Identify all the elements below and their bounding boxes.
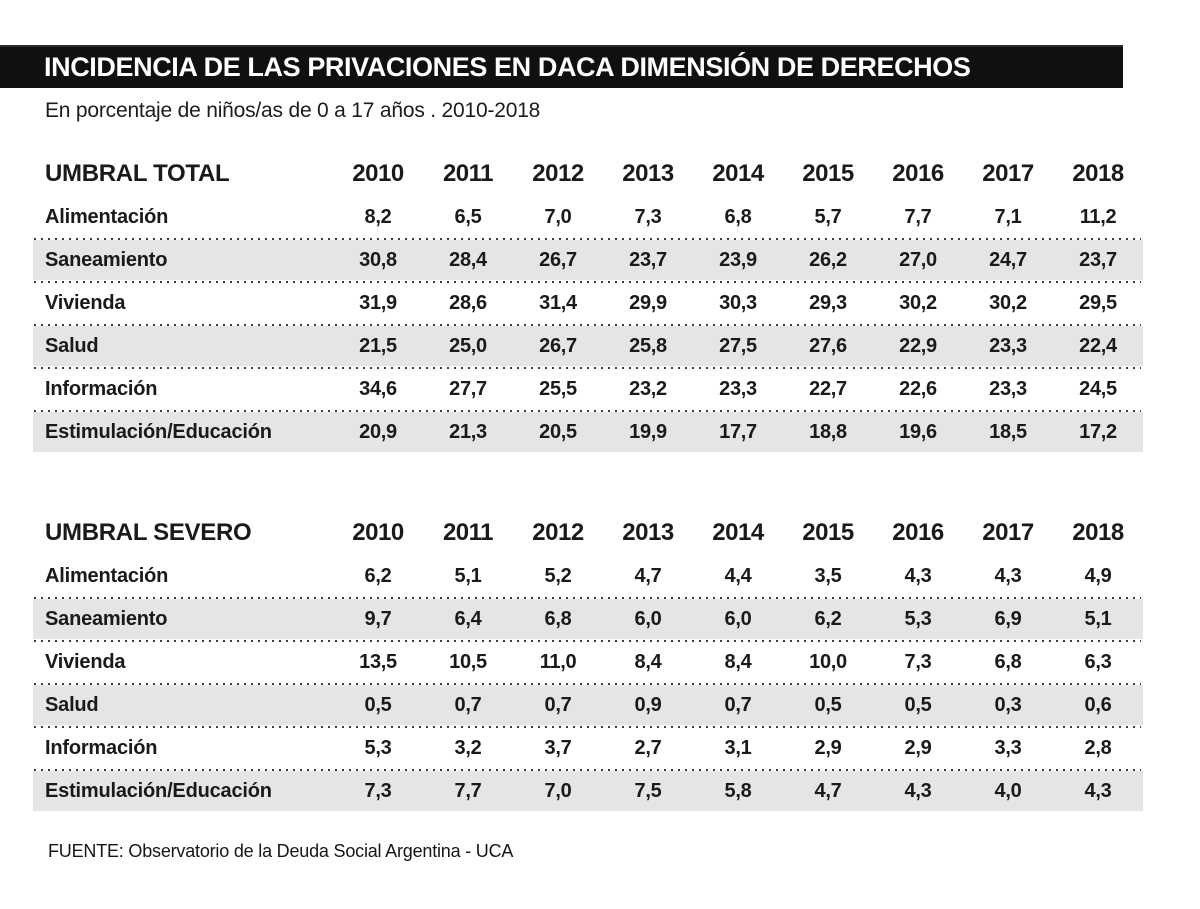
table-title: UMBRAL TOTAL	[45, 160, 230, 187]
value-cell: 11,2	[1079, 205, 1117, 228]
value-cell: 6,5	[454, 205, 482, 228]
value-cell: 2,8	[1084, 736, 1112, 759]
column-header-year: 2015	[802, 519, 854, 546]
table-title: UMBRAL SEVERO	[45, 519, 252, 546]
value-cell: 6,3	[1084, 650, 1112, 673]
subtitle: En porcentaje de niños/as de 0 a 17 años . 2010-2018	[45, 99, 541, 122]
value-cell: 31,4	[539, 291, 577, 314]
column-header-year: 2011	[442, 519, 494, 546]
value-cell: 9,7	[364, 607, 392, 630]
column-header-year: 2016	[892, 160, 944, 187]
value-cell: 11,0	[539, 650, 577, 673]
column-header-year: 2010	[352, 519, 404, 546]
table-row	[33, 369, 1143, 409]
value-cell: 3,2	[454, 736, 482, 759]
value-cell: 27,6	[809, 334, 847, 357]
column-header-year: 2016	[892, 519, 944, 546]
value-cell: 5,3	[904, 607, 932, 630]
column-header-year: 2017	[982, 519, 1034, 546]
value-cell: 5,7	[814, 205, 842, 228]
value-cell: 22,4	[1079, 334, 1117, 357]
value-cell: 2,9	[904, 736, 932, 759]
value-cell: 4,3	[904, 779, 932, 802]
value-cell: 4,7	[634, 564, 662, 587]
value-cell: 26,2	[809, 248, 847, 271]
row-label: Alimentación	[45, 205, 169, 228]
value-cell: 28,4	[449, 248, 487, 271]
column-header-year: 2017	[982, 160, 1034, 187]
column-header-year: 2013	[622, 519, 674, 546]
row-label: Saneamiento	[45, 607, 168, 630]
value-cell: 7,5	[634, 779, 662, 802]
value-cell: 10,5	[449, 650, 487, 673]
value-cell: 20,5	[539, 420, 577, 443]
value-cell: 21,5	[359, 334, 397, 357]
value-cell: 7,3	[634, 205, 662, 228]
value-cell: 6,2	[364, 564, 392, 587]
value-cell: 27,7	[449, 377, 487, 400]
value-cell: 27,5	[719, 334, 757, 357]
table-body	[33, 197, 1143, 452]
column-header-year: 2014	[712, 519, 764, 546]
table-row	[33, 771, 1143, 811]
value-cell: 18,5	[989, 420, 1027, 443]
value-cell: 0,7	[454, 693, 482, 716]
row-label: Alimentación	[45, 564, 169, 587]
value-cell: 2,7	[634, 736, 662, 759]
value-cell: 4,3	[994, 564, 1022, 587]
value-cell: 29,9	[629, 291, 667, 314]
value-cell: 27,0	[899, 248, 937, 271]
table-row	[33, 326, 1143, 366]
value-cell: 6,2	[814, 607, 842, 630]
value-cell: 0,7	[544, 693, 572, 716]
value-cell: 23,2	[629, 377, 667, 400]
table-row	[33, 599, 1143, 639]
value-cell: 6,0	[724, 607, 752, 630]
table-row	[33, 556, 1143, 596]
header	[0, 45, 1200, 123]
table-header-row	[33, 510, 1143, 556]
value-cell: 2,9	[814, 736, 842, 759]
table-header-row	[33, 151, 1143, 197]
row-label: Salud	[45, 693, 99, 716]
infographic-page	[0, 45, 1200, 909]
value-cell: 10,0	[809, 650, 847, 673]
value-cell: 0,5	[904, 693, 932, 716]
value-cell: 29,5	[1079, 291, 1117, 314]
value-cell: 19,9	[629, 420, 667, 443]
table-row	[33, 685, 1143, 725]
table-row	[33, 283, 1143, 323]
value-cell: 5,2	[544, 564, 572, 587]
value-cell: 4,4	[724, 564, 752, 587]
value-cell: 22,9	[899, 334, 937, 357]
value-cell: 4,3	[904, 564, 932, 587]
value-cell: 4,7	[814, 779, 842, 802]
value-cell: 23,7	[1079, 248, 1117, 271]
value-cell: 23,3	[989, 334, 1027, 357]
table-row	[33, 240, 1143, 280]
table-row	[33, 197, 1143, 237]
title-bar	[0, 45, 1123, 88]
row-label: Salud	[45, 334, 99, 357]
value-cell: 0,9	[634, 693, 662, 716]
value-cell: 6,8	[994, 650, 1022, 673]
row-label: Información	[45, 736, 158, 759]
value-cell: 4,0	[994, 779, 1022, 802]
value-cell: 23,3	[719, 377, 757, 400]
value-cell: 23,3	[989, 377, 1027, 400]
value-cell: 3,3	[994, 736, 1022, 759]
value-cell: 25,8	[629, 334, 667, 357]
column-header-year: 2014	[712, 160, 764, 187]
value-cell: 5,8	[724, 779, 752, 802]
row-label: Estimulación/Educación	[45, 779, 272, 802]
value-cell: 0,3	[994, 693, 1022, 716]
value-cell: 25,0	[449, 334, 487, 357]
column-header-year: 2018	[1072, 519, 1124, 546]
value-cell: 7,3	[904, 650, 932, 673]
column-header-year: 2010	[352, 160, 404, 187]
value-cell: 25,5	[539, 377, 577, 400]
column-header-year: 2012	[532, 160, 584, 187]
value-cell: 13,5	[359, 650, 397, 673]
value-cell: 7,7	[904, 205, 932, 228]
value-cell: 4,3	[1084, 779, 1112, 802]
value-cell: 18,8	[809, 420, 847, 443]
value-cell: 0,7	[724, 693, 752, 716]
value-cell: 30,3	[719, 291, 757, 314]
value-cell: 24,5	[1079, 377, 1117, 400]
value-cell: 3,1	[724, 736, 752, 759]
table-row	[33, 412, 1143, 452]
column-header-year: 2012	[532, 519, 584, 546]
value-cell: 19,6	[899, 420, 937, 443]
value-cell: 30,8	[359, 248, 397, 271]
value-cell: 23,7	[629, 248, 667, 271]
column-header-year: 2018	[1072, 160, 1124, 187]
table-row	[33, 728, 1143, 768]
table-umbral-severo	[33, 510, 1143, 811]
value-cell: 5,3	[364, 736, 392, 759]
value-cell: 6,4	[454, 607, 482, 630]
value-cell: 23,9	[719, 248, 757, 271]
value-cell: 4,9	[1084, 564, 1112, 587]
value-cell: 6,8	[724, 205, 752, 228]
value-cell: 30,2	[899, 291, 937, 314]
value-cell: 7,0	[544, 205, 572, 228]
value-cell: 17,7	[719, 420, 757, 443]
value-cell: 5,1	[454, 564, 482, 587]
value-cell: 31,9	[359, 291, 397, 314]
value-cell: 8,2	[364, 205, 392, 228]
value-cell: 7,3	[364, 779, 392, 802]
value-cell: 7,1	[994, 205, 1022, 228]
value-cell: 28,6	[449, 291, 487, 314]
value-cell: 21,3	[449, 420, 487, 443]
value-cell: 3,7	[544, 736, 572, 759]
value-cell: 8,4	[634, 650, 662, 673]
value-cell: 0,5	[364, 693, 392, 716]
value-cell: 6,0	[634, 607, 662, 630]
row-label: Vivienda	[45, 291, 126, 314]
value-cell: 6,8	[544, 607, 572, 630]
row-label: Saneamiento	[45, 248, 168, 271]
source-note: FUENTE: Observatorio de la Deuda Social Argentina - UCA	[48, 841, 514, 861]
row-label: Información	[45, 377, 158, 400]
value-cell: 26,7	[539, 334, 577, 357]
value-cell: 5,1	[1084, 607, 1112, 630]
table-body	[33, 556, 1143, 811]
value-cell: 22,6	[899, 377, 937, 400]
value-cell: 6,9	[994, 607, 1022, 630]
value-cell: 30,2	[989, 291, 1027, 314]
value-cell: 0,6	[1084, 693, 1112, 716]
row-label: Estimulación/Educación	[45, 420, 272, 443]
value-cell: 8,4	[724, 650, 752, 673]
value-cell: 17,2	[1079, 420, 1117, 443]
value-cell: 0,5	[814, 693, 842, 716]
value-cell: 22,7	[809, 377, 847, 400]
value-cell: 7,0	[544, 779, 572, 802]
row-label: Vivienda	[45, 650, 126, 673]
value-cell: 24,7	[989, 248, 1027, 271]
value-cell: 29,3	[809, 291, 847, 314]
table-umbral-total	[33, 151, 1143, 452]
tables-container	[33, 151, 1143, 811]
column-header-year: 2015	[802, 160, 854, 187]
value-cell: 34,6	[359, 377, 397, 400]
page-title: INCIDENCIA DE LAS PRIVACIONES EN DACA DIMENSIÓN DE DERECHOS	[44, 52, 971, 82]
value-cell: 3,5	[814, 564, 842, 587]
table-row	[33, 642, 1143, 682]
column-header-year: 2011	[442, 160, 494, 187]
value-cell: 26,7	[539, 248, 577, 271]
column-header-year: 2013	[622, 160, 674, 187]
value-cell: 7,7	[454, 779, 482, 802]
value-cell: 20,9	[359, 420, 397, 443]
